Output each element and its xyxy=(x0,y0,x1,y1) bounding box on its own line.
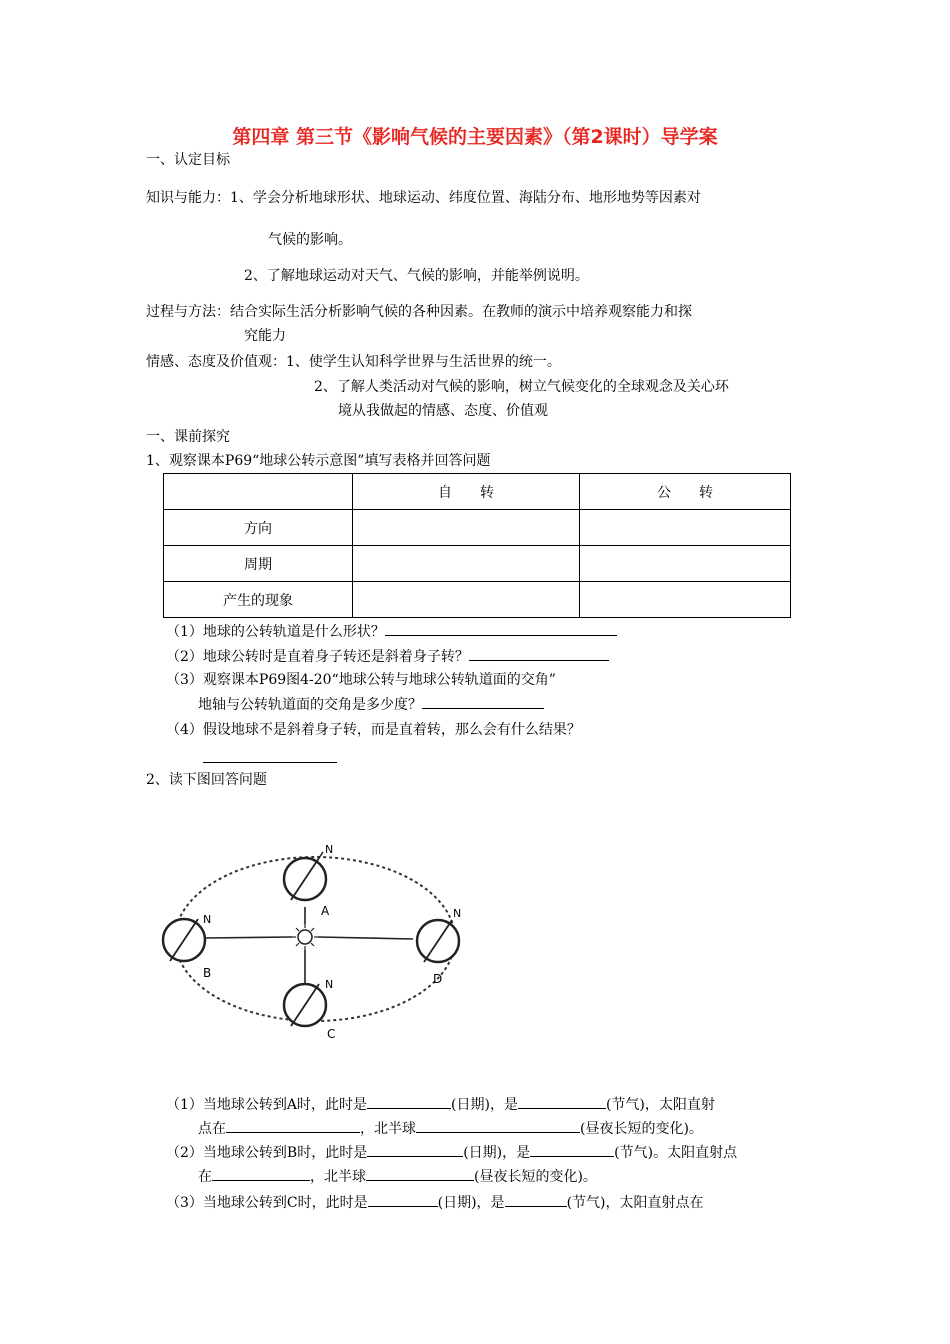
table-cell-blank[interactable] xyxy=(580,546,791,582)
answer-blank[interactable] xyxy=(469,646,609,661)
question-text: ，北半球 xyxy=(360,1121,416,1137)
earth-orbit-diagram xyxy=(155,825,475,1050)
knowledge-item-1-cont: 气候的影响。 xyxy=(268,232,352,248)
question-text: （3）当地球公转到C时，此时是 xyxy=(166,1195,368,1211)
knowledge-ability-line xyxy=(146,188,701,208)
answer-blank[interactable] xyxy=(530,1142,614,1157)
question-2-item-1 xyxy=(166,1094,715,1115)
process-method-line: 过程与方法：结合实际生活分析影响气候的各种因素。在教师的演示中培养观察能力和探 xyxy=(146,304,692,320)
answer-blank[interactable] xyxy=(367,1094,451,1109)
table-header-cell: 公 转 xyxy=(580,474,791,510)
table-cell-blank[interactable] xyxy=(580,582,791,618)
table-row xyxy=(164,582,791,618)
question-text: (日期)，是 xyxy=(437,1195,505,1211)
earth-position-b xyxy=(163,919,205,961)
north-label: N xyxy=(325,843,334,856)
question-text: (日期)，是 xyxy=(463,1145,531,1161)
answer-blank[interactable] xyxy=(212,1166,310,1181)
question-1-item-2 xyxy=(166,646,609,667)
question-text: 在 xyxy=(198,1169,212,1185)
knowledge-label: 知识与能力： xyxy=(146,190,230,206)
table-row xyxy=(164,546,791,582)
answer-blank[interactable] xyxy=(505,1192,567,1207)
label-d: D xyxy=(433,972,443,986)
question-1-item-3: （3）观察课本P69图4-20“地球公转与地球公转轨道面的交角” xyxy=(166,672,556,688)
table-cell-blank[interactable] xyxy=(353,510,580,546)
table-header-cell xyxy=(164,474,353,510)
section-heading-goals: 一、认定目标 xyxy=(146,152,230,168)
answer-blank[interactable] xyxy=(203,762,337,763)
question-text: ，北半球 xyxy=(310,1169,366,1185)
question-2-item-1-cont xyxy=(198,1118,703,1139)
answer-blank[interactable] xyxy=(366,1166,474,1181)
question-text: （2）地球公转时是直着身子转还是斜着身子转？ xyxy=(166,649,469,665)
question-1-item-1 xyxy=(166,621,617,642)
question-text: 地轴与公转轨道面的交角是多少度？ xyxy=(198,697,422,713)
label-b: B xyxy=(203,966,212,980)
question-text: （1）当地球公转到A时，此时是 xyxy=(166,1097,368,1113)
question-1-item-4: （4）假设地球不是斜着身子转，而是直着转，那么会有什么结果？ xyxy=(166,722,581,738)
question-text: (节气)，太阳直射 xyxy=(605,1097,715,1113)
question-text: （1）地球的公转轨道是什么形状？ xyxy=(166,624,385,640)
answer-blank[interactable] xyxy=(385,621,617,636)
question-text: （2）当地球公转到B时，此时是 xyxy=(166,1145,368,1161)
question-text: (昼夜长短的变化)。 xyxy=(580,1121,703,1137)
emotion-line: 情感、态度及价值观：1、使学生认知科学世界与生活世界的统一。 xyxy=(146,354,561,370)
question-2-item-3 xyxy=(166,1192,704,1213)
table-row-label: 方向 xyxy=(164,510,353,546)
answer-blank[interactable] xyxy=(422,694,544,709)
question-text: (昼夜长短的变化)。 xyxy=(474,1169,597,1185)
label-c: C xyxy=(327,1027,336,1041)
question-2-heading: 2、读下图回答问题 xyxy=(146,772,267,788)
answer-blank[interactable] xyxy=(368,1192,438,1207)
north-label: N xyxy=(453,907,462,920)
table-header-cell: 自 转 xyxy=(353,474,580,510)
page-title: 第四章 第三节《影响气候的主要因素》（第2课时）导学案 xyxy=(232,126,718,148)
table-row xyxy=(164,510,791,546)
emotion-item-2-cont: 境从我做起的情感、态度、价值观 xyxy=(338,403,548,419)
answer-blank[interactable] xyxy=(367,1142,463,1157)
answer-blank[interactable] xyxy=(518,1094,606,1109)
knowledge-item-2: 2、了解地球运动对天气、气候的影响，并能举例说明。 xyxy=(244,268,589,284)
emotion-item-2: 2、了解人类活动对气候的影响，树立气候变化的全球观念及关心环 xyxy=(314,379,729,395)
label-a: A xyxy=(321,904,330,918)
table-cell-blank[interactable] xyxy=(353,546,580,582)
question-2-item-2 xyxy=(166,1142,737,1163)
earth-position-d xyxy=(417,920,459,962)
question-2-item-2-cont xyxy=(198,1166,597,1187)
rotation-revolution-table xyxy=(163,473,791,618)
table-row-label: 周期 xyxy=(164,546,353,582)
question-text: (日期)，是 xyxy=(451,1097,518,1113)
knowledge-item-1: 1、学会分析地球形状、地球运动、纬度位置、海陆分布、地形地势等因素对 xyxy=(230,190,701,206)
earth-position-c xyxy=(284,984,326,1026)
table-row-label: 产生的现象 xyxy=(164,582,353,618)
table-cell-blank[interactable] xyxy=(353,582,580,618)
question-text: (节气)。太阳直射点 xyxy=(614,1145,738,1161)
question-text: 点在 xyxy=(198,1121,226,1137)
answer-blank[interactable] xyxy=(416,1118,580,1133)
question-1-item-3-cont xyxy=(198,694,544,715)
section-heading-explore: 一、课前探究 xyxy=(146,429,230,445)
table-header-row xyxy=(164,474,791,510)
question-text: (节气)，太阳直射点在 xyxy=(566,1195,704,1211)
question-1-heading: 1、观察课本P69“地球公转示意图”填写表格并回答问题 xyxy=(146,453,491,469)
north-label: N xyxy=(203,913,212,926)
table-cell-blank[interactable] xyxy=(580,510,791,546)
sun-line-b xyxy=(205,937,292,938)
process-method-cont: 究能力 xyxy=(244,328,286,344)
north-label: N xyxy=(325,978,334,991)
answer-blank[interactable] xyxy=(226,1118,360,1133)
